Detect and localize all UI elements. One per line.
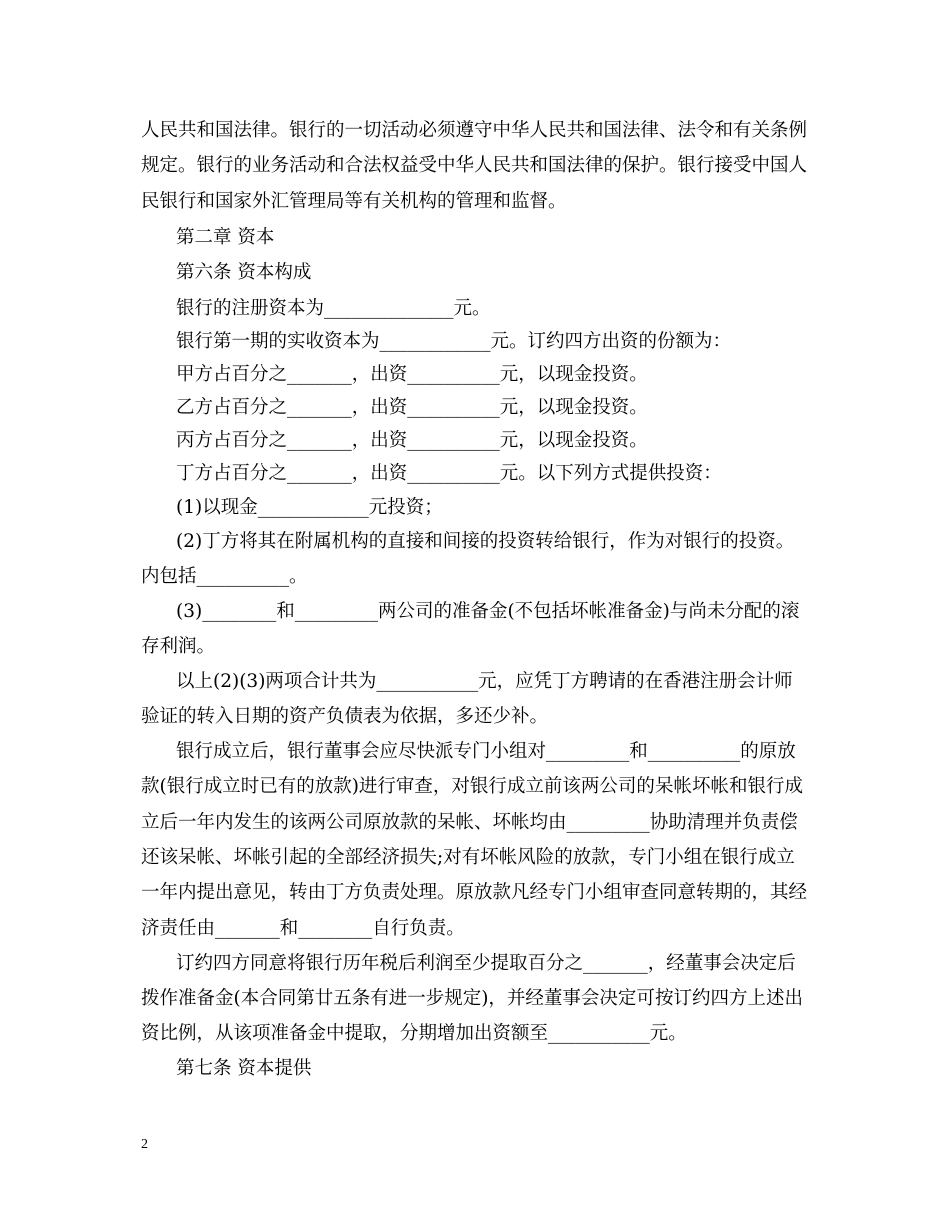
paragraph-line: 银行成立后，银行董事会应尽快派专门小组对_________和__________的原放 [176, 741, 796, 762]
paragraph-line: 甲方占百分之_______，出资__________元，以现金投资。 [176, 364, 648, 385]
paragraph-line: 内包括__________。 [141, 566, 308, 587]
paragraph-line: 一年内提出意见，转由丁方负责处理。原放款凡经专门小组审查同意转期的，其经 [141, 882, 808, 903]
paragraph-line: 存利润。 [141, 636, 216, 657]
paragraph-line: 还该呆帐、坏帐引起的全部经济损失;对有坏帐风险的放款，专门小组在银行成立 [141, 847, 795, 868]
article-heading: 第六条 资本构成 [176, 262, 312, 283]
paragraph-line: 银行的注册资本为______________元。 [176, 298, 491, 319]
paragraph-line: 拨作准备金(本合同第廿五条有进一步规定)，并经董事会决定可按订约四方上述出 [141, 988, 803, 1009]
paragraph-line: 人民共和国法律。银行的一切活动必须遵守中华人民共和国法律、法令和有关条例 [141, 120, 808, 141]
paragraph-line: 订约四方同意将银行历年税后利润至少提取百分之_______，经董事会决定后 [176, 953, 796, 974]
page-number: 2 [141, 1137, 148, 1152]
article-heading: 第七条 资本提供 [176, 1058, 312, 1079]
paragraph-line: 立后一年内发生的该两公司原放款的呆帐、坏帐均由_________协助清理并负责偿 [141, 812, 798, 833]
paragraph-line: 以上(2)(3)两项合计共为___________元，应凭丁方聘请的在香港注册会计师 [176, 671, 793, 692]
paragraph-line: 民银行和国家外汇管理局等有关机构的管理和监督。 [141, 191, 567, 212]
paragraph-line: (3)________和_________两公司的准备金(不包括坏帐准备金)与尚未分配的滚 [176, 601, 800, 622]
paragraph-line: 乙方占百分之_______，出资__________元，以现金投资。 [176, 397, 648, 418]
paragraph-line: 验证的转入日期的资产负债表为依据，多还少补。 [141, 706, 549, 727]
paragraph-line: 规定。银行的业务活动和合法权益受中华人民共和国法律的保护。银行接受中国人 [141, 155, 808, 176]
chapter-heading: 第二章 资本 [176, 227, 275, 248]
paragraph-line: 资比例，从该项准备金中提取，分期增加出资额至___________元。 [141, 1023, 687, 1044]
paragraph-line: 济责任由_______和________自行负责。 [141, 918, 465, 939]
paragraph-line: 款(银行成立时已有的放款)进行审查，对银行成立前该两公司的呆帐坏帐和银行成 [141, 776, 803, 797]
paragraph-line: 丙方占百分之_______，出资__________元，以现金投资。 [176, 430, 648, 451]
paragraph-line: 银行第一期的实收资本为____________元。订约四方出资的份额为： [176, 331, 732, 352]
paragraph-line: (1)以现金____________元投资； [176, 497, 443, 518]
paragraph-line: (2)丁方将其在附属机构的直接和间接的投资转给银行，作为对银行的投资。 [176, 531, 795, 552]
paragraph-line: 丁方占百分之_______，出资__________元。以下列方式提供投资： [176, 463, 722, 484]
